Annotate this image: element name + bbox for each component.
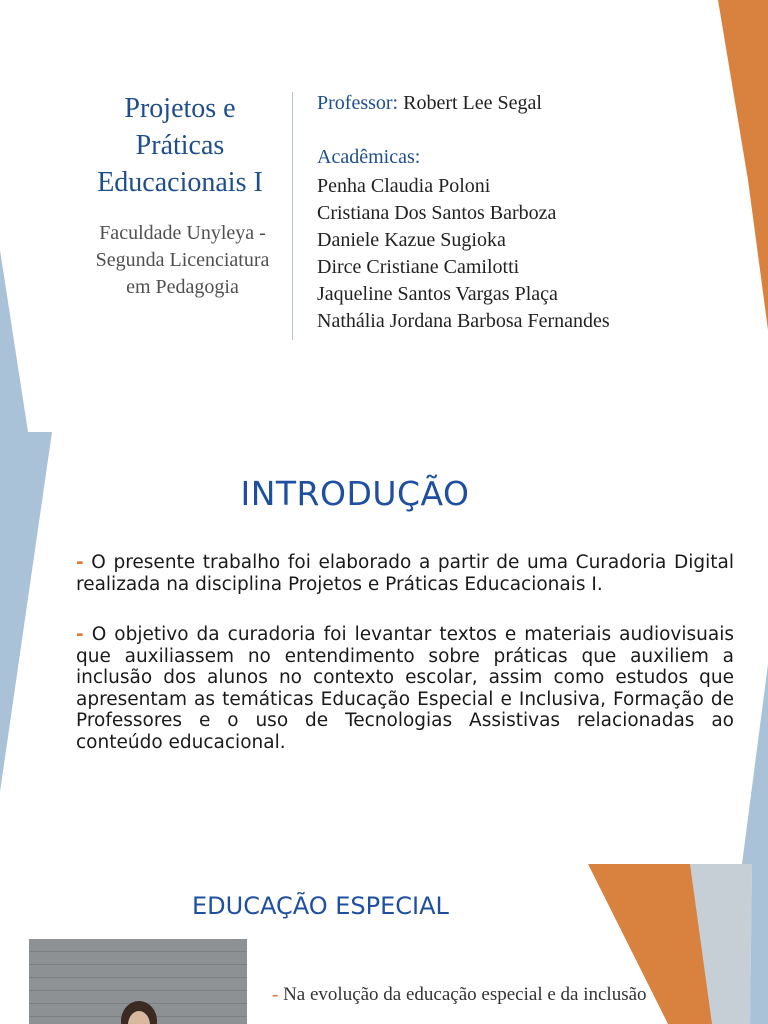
paragraph-text: O objetivo da curadoria foi levantar textos e materiais audiovisuais que auxiliassem no entendimento sobre práticas que auxiliem a inclusão dos alunos no contexto escolar, assim como estudos que apresentam as temáticas Educação Especial e Inclusiva, Formação de Professores e o uso de Tecnologias Assistivas relacionadas ao conteúdo educacional. (76, 624, 734, 753)
blue-corner-shape (0, 250, 28, 432)
orange-corner-shape (718, 0, 768, 330)
professor-line (317, 92, 542, 115)
intro-paragraph-2 (76, 624, 734, 753)
section-heading: EDUCAÇÃO ESPECIAL (192, 892, 449, 920)
professor-name: Robert Lee Segal (398, 92, 542, 114)
blue-shape (750, 864, 768, 1024)
course-title (70, 90, 290, 201)
bullet-dash: - (76, 624, 84, 645)
subtitle-line: em Pedagogia (126, 276, 239, 298)
academica-name: Penha Claudia Poloni (317, 175, 491, 197)
vertical-divider (292, 92, 293, 340)
bullet-dash: - (76, 552, 84, 573)
subtitle-line: Segunda Licenciatura (95, 249, 270, 271)
professor-label: Professor: (317, 92, 399, 114)
course-title-line: Educacionais I (97, 167, 263, 198)
blue-right-shape (742, 664, 768, 864)
subtitle-line: Faculdade Unyleya - (99, 222, 266, 244)
academica-name: Cristiana Dos Santos Barboza (317, 202, 557, 224)
academica-name: Nathália Jordana Barbosa Fernandes (317, 310, 610, 332)
academica-name: Daniele Kazue Sugioka (317, 229, 506, 251)
academicas-label: Acadêmicas: (317, 146, 421, 168)
academica-name: Dirce Cristiane Camilotti (317, 256, 520, 278)
academica-name: Jaqueline Santos Vargas Plaça (317, 283, 558, 305)
paragraph-text: O presente trabalho foi elaborado a partir de uma Curadoria Digital realizada na disciplina Projetos e Práticas Educacionais I. (76, 552, 734, 595)
introduction-heading: INTRODUÇÃO (240, 474, 470, 513)
student-photo (29, 939, 247, 1024)
special-education-slide (0, 864, 768, 1024)
bullet-dash: - (272, 984, 279, 1005)
section-paragraph (272, 981, 722, 1009)
title-slide (0, 0, 768, 432)
institution-subtitle (70, 220, 295, 301)
paragraph-text: Na evolução da educação especial e da inclusão (278, 984, 647, 1005)
course-title-line: Práticas (135, 130, 225, 161)
course-title-line: Projetos e (124, 93, 236, 124)
academicas-list (317, 173, 610, 335)
intro-paragraph-1 (76, 552, 734, 595)
